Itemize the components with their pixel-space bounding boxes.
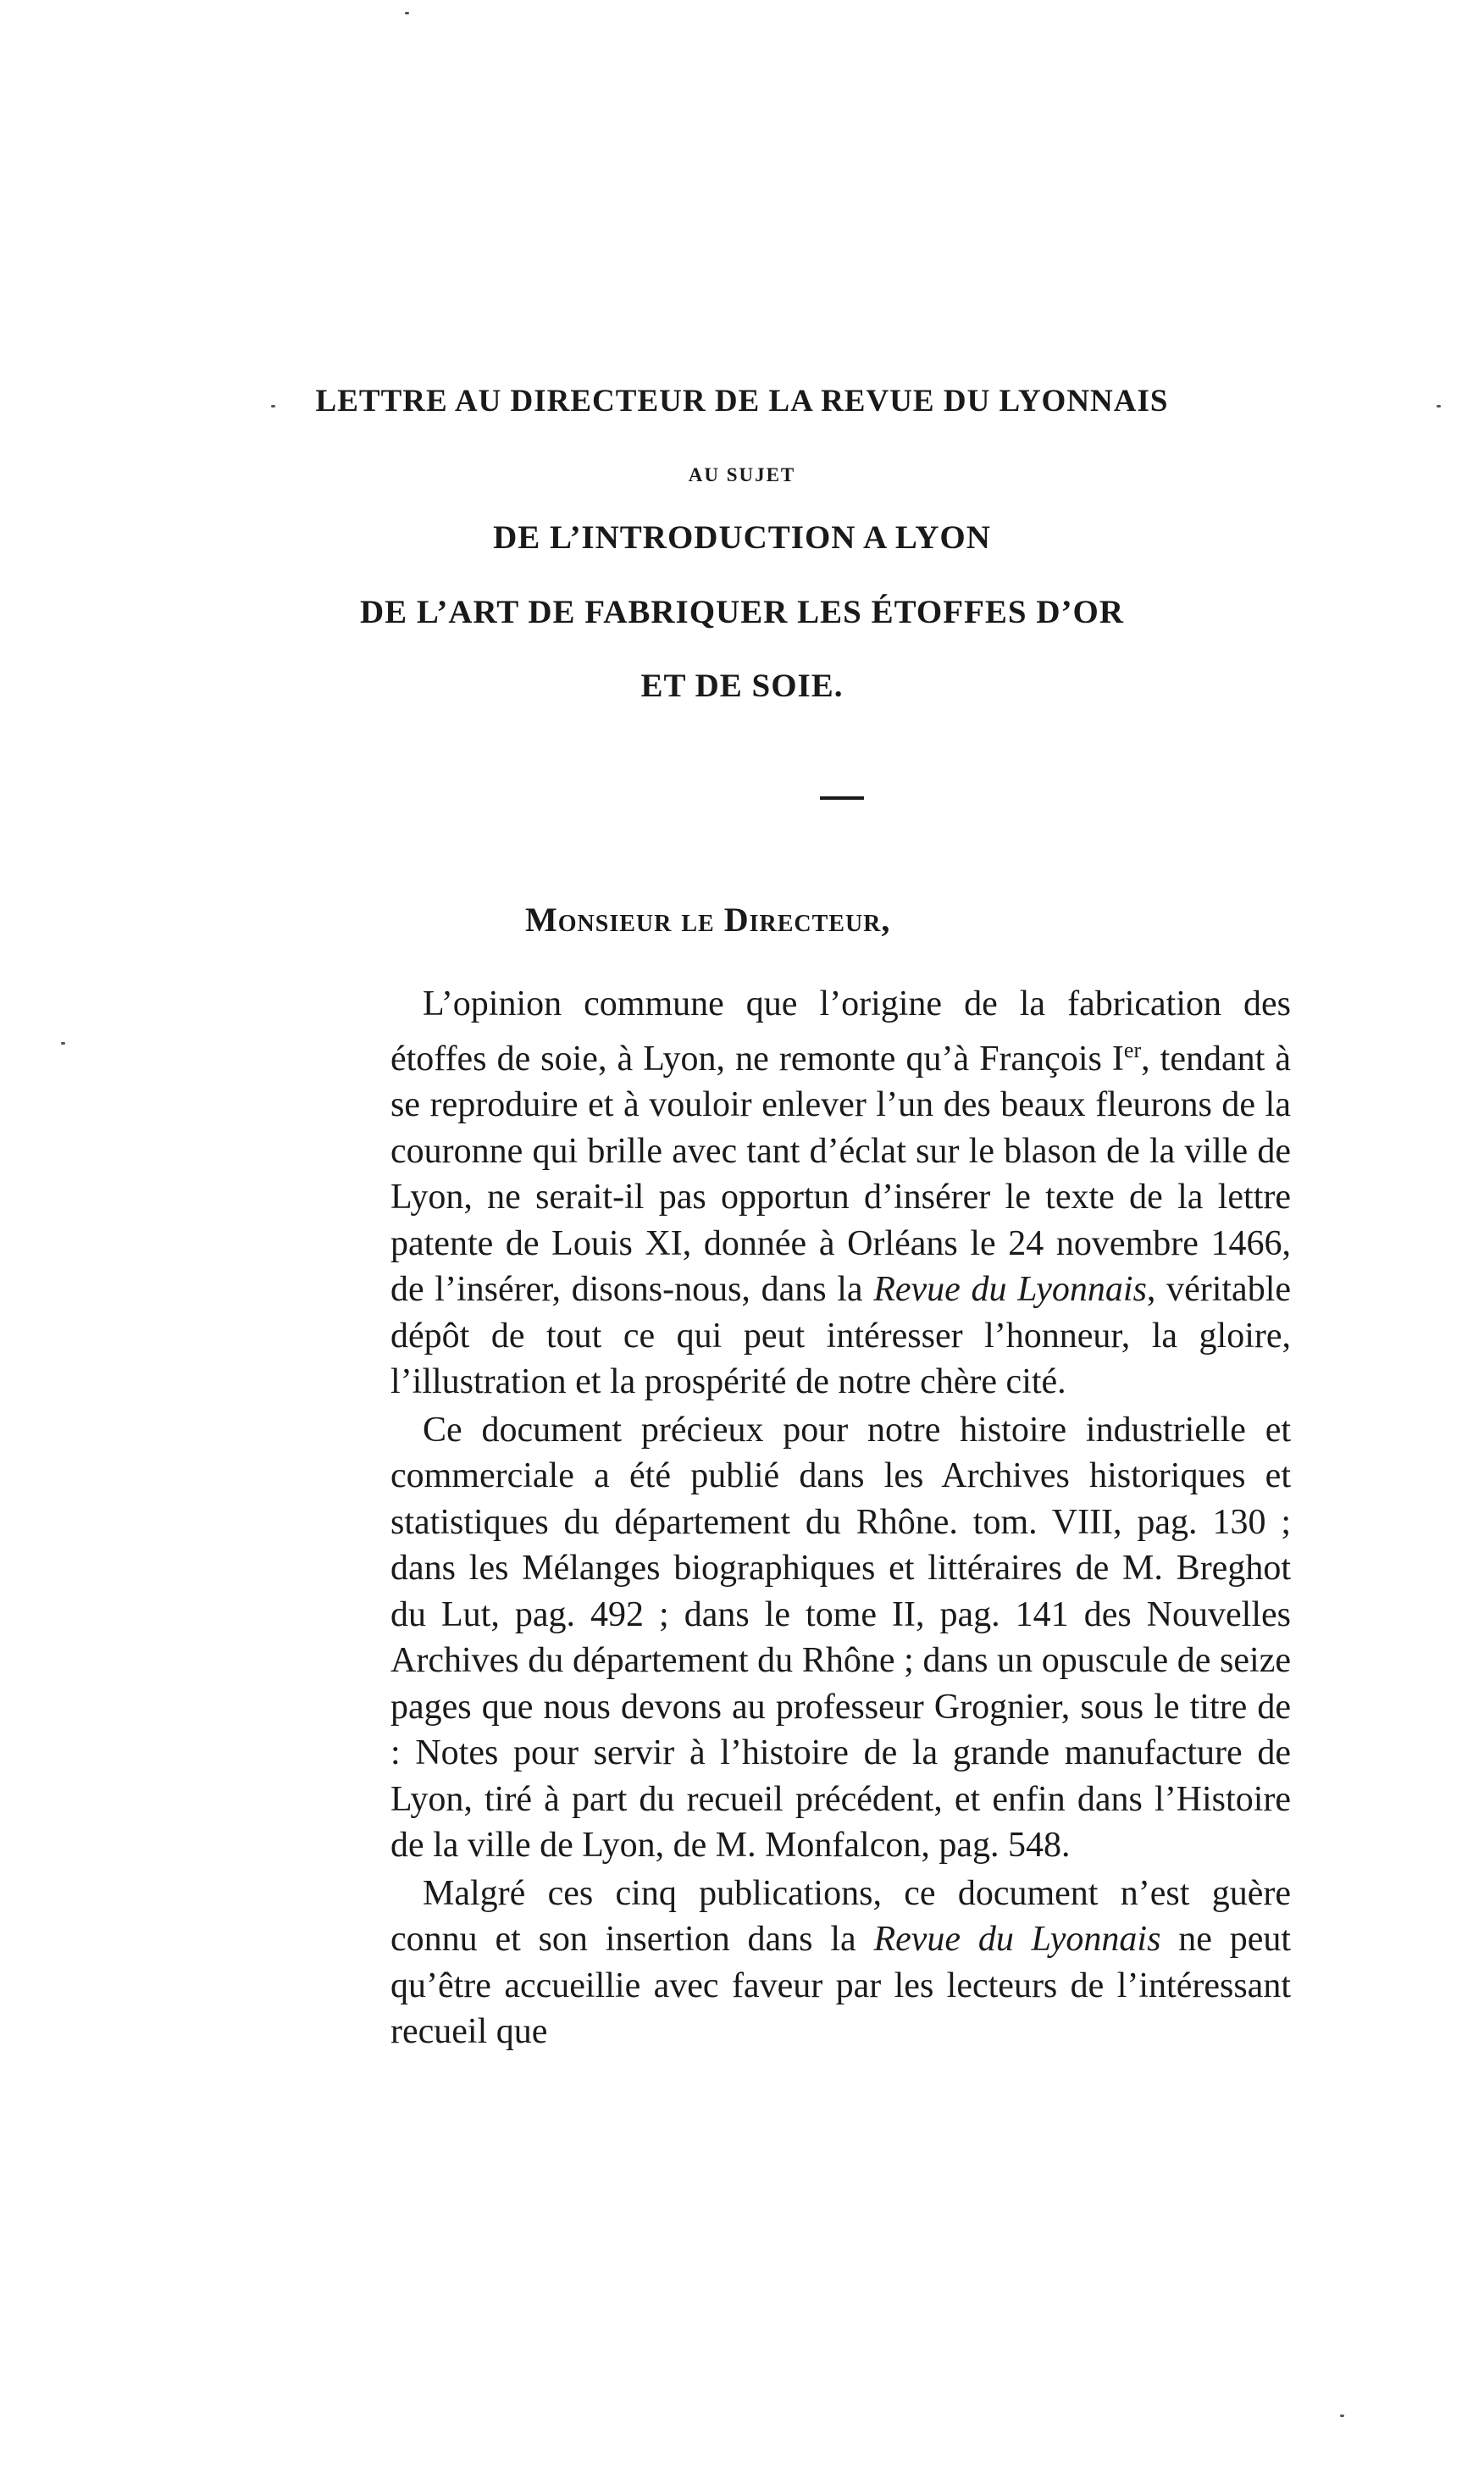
paragraph-3-text-b: ne peut qu’être accueillie avec faveur par les lecteurs de l’intéressant recueil que — [390, 1920, 1291, 2051]
paragraph-1-text-b: , tendant à se reproduire et à vouloir enlever l’un des beaux fleurons de la couronne qui brille avec tant d’éclat sur le blason de la ville de Lyon, ne serait-il pas opportun d’insérer le texte de la lettre patente de Louis XI, donnée à Orléans le 24 novembre 1466, de l’insérer, disons-nous, dans la — [390, 1039, 1292, 1309]
title-line-1: LETTRE AU DIRECTEUR DE LA REVUE DU LYONNAIS — [315, 384, 1169, 419]
paragraph-1 — [390, 981, 1291, 1406]
title-divider — [820, 796, 864, 800]
title-line-2: AU SUJET — [688, 464, 796, 485]
paragraph-3-journal-title: Revue du Lyonnais — [873, 1920, 1161, 1959]
salutation: Monsieur le Directeur, — [525, 901, 891, 939]
letter-body — [390, 981, 1291, 2055]
paragraph-3 — [390, 1871, 1291, 2055]
paragraph-1-superscript: er — [1123, 1037, 1142, 1062]
paragraph-1-text-a: L’opinion commune que l’origine de la fabrication des étoffes de soie, à Lyon, ne remonte qu’à François I — [390, 984, 1291, 1078]
title-line-4: DE L’ART DE FABRIQUER LES ÉTOFFES D’OR — [359, 594, 1125, 630]
paragraph-3-text-a: Malgré ces cinq publications, ce document n’est guère connu et son insertion dans la — [390, 1873, 1291, 1959]
paragraph-1-journal-title: Revue du Lyonnais — [873, 1270, 1147, 1309]
paragraph-1-text-c: , véritable dépôt de tout ce qui peut intéresser l’honneur, la gloire, l’illustration et la prospérité de notre chère cité. — [390, 1270, 1292, 1401]
paragraph-2: Ce document précieux pour notre histoire industrielle et commerciale a été publié dans les Archives historiques et statistiques du département du Rhône. tom. VIII, pag. 130 ; dans les Mélanges biographiques et littéraires de M. Breghot du Lut, pag. 492 ; dans le tome II, pag. 141 des Nouvelles Archives du département du Rhône ; dans un opuscule de seize pages que nous devons au professeur Grognier, sous le titre de : Notes pour servir à l’histoire de la grande manufacture de Lyon, tiré à part du recueil précédent, et enfin dans l’Histoire de la ville de Lyon, de M. Monfalcon, pag. 548. — [390, 1410, 1291, 1865]
title-line-3: DE L’INTRODUCTION A LYON — [493, 519, 991, 556]
title-line-5: ET DE SOIE. — [640, 668, 844, 704]
